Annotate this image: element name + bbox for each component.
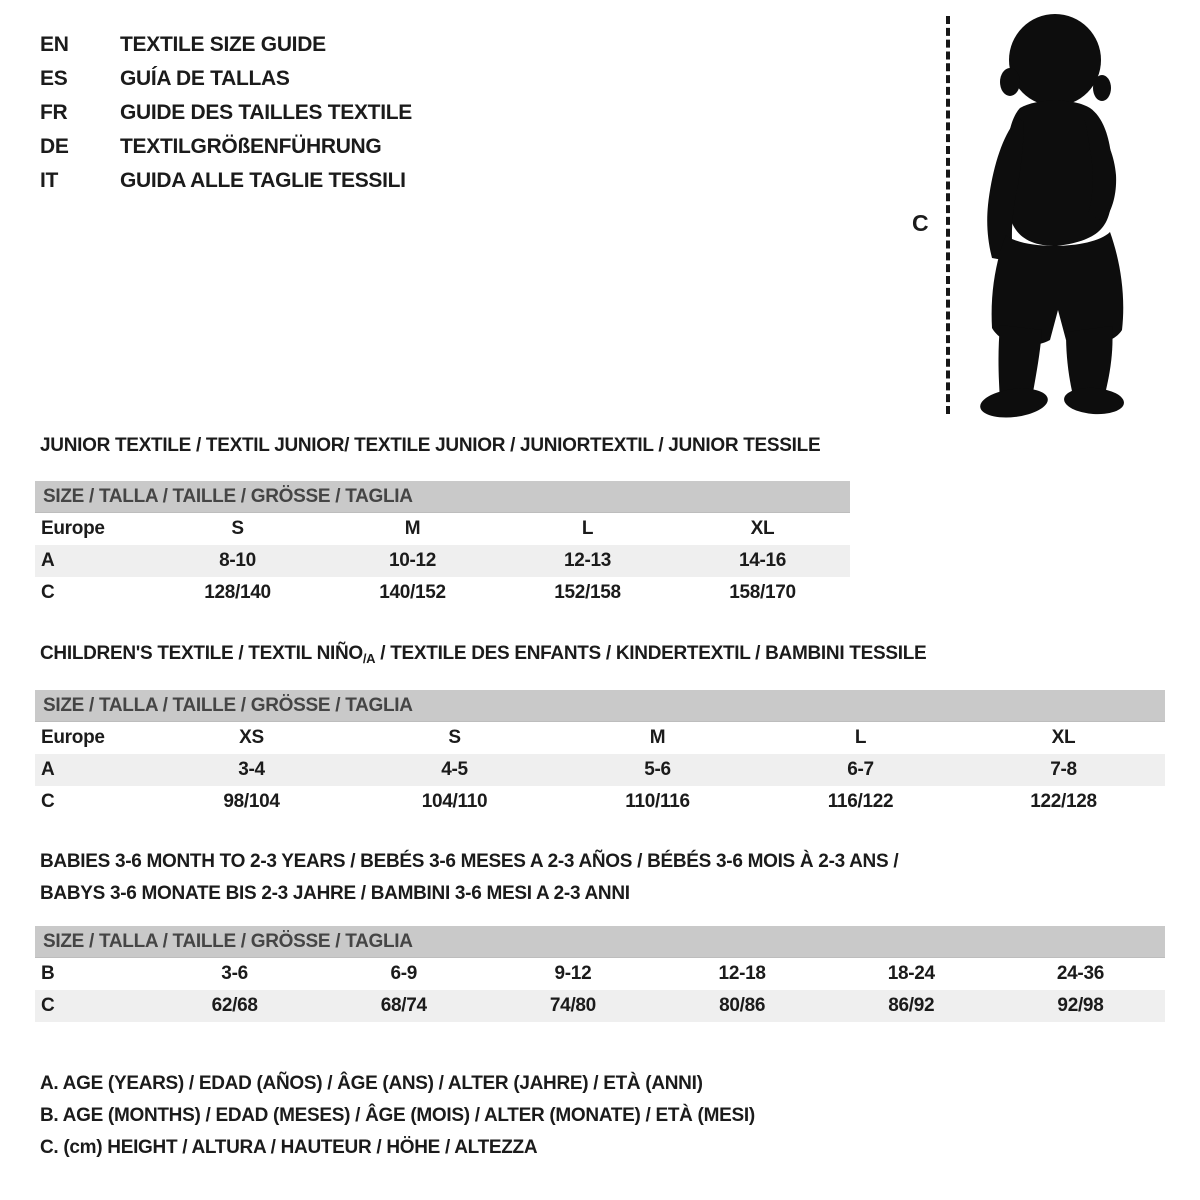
table-cell: 62/68 <box>211 995 258 1016</box>
table-cell: 152/158 <box>554 582 621 603</box>
language-code: FR <box>40 101 68 124</box>
language-code: ES <box>40 67 68 90</box>
row-label: Europe <box>41 727 105 748</box>
table-cell: M <box>404 518 421 539</box>
measure-legend <box>40 1068 755 1164</box>
babies-title-line2: BABYS 3-6 MONATE BIS 2-3 JAHRE / BAMBINI 3-6 MESI A 2-3 ANNI <box>40 883 630 904</box>
height-measure-dashed-line <box>946 16 950 414</box>
table-row <box>35 754 1165 786</box>
language-title: GUIDA ALLE TAGLIE TESSILI <box>120 169 406 192</box>
table-cell: 12-18 <box>718 963 766 984</box>
table-cell: 80/86 <box>719 995 766 1016</box>
table-row <box>35 958 1165 990</box>
table-cell: XL <box>1051 727 1076 748</box>
language-code: DE <box>40 135 69 158</box>
junior-size-table <box>35 481 850 609</box>
table-cell: 7-8 <box>1050 759 1077 780</box>
table-cell: 9-12 <box>554 963 592 984</box>
table-cell: 110/116 <box>625 791 690 812</box>
row-label: C <box>41 995 55 1016</box>
row-label: A <box>41 550 55 571</box>
legend-line: A. AGE (YEARS) / EDAD (AÑOS) / ÂGE (ANS) / ALTER (JAHRE) / ETÀ (ANNI) <box>40 1073 703 1094</box>
children-title-rest: / TEXTILE DES ENFANTS / KINDERTEXTIL / BAMBINI TESSILE <box>375 643 927 664</box>
table-cell: 158/170 <box>729 582 796 603</box>
table-cell: S <box>231 518 244 539</box>
row-label: Europe <box>41 518 105 539</box>
language-title: TEXTILE SIZE GUIDE <box>120 33 326 56</box>
table-cell: 116/122 <box>827 791 894 812</box>
children-title-sub: /A <box>362 651 376 666</box>
language-row <box>40 28 412 62</box>
junior-section-title: JUNIOR TEXTILE / TEXTIL JUNIOR/ TEXTILE JUNIOR / JUNIORTEXTIL / JUNIOR TESSILE <box>40 435 821 456</box>
table-cell: 6-9 <box>390 963 418 984</box>
language-title: GUIDE DES TAILLES TEXTILE <box>120 101 412 124</box>
children-size-table <box>35 690 1165 818</box>
table-cell: XL <box>750 518 775 539</box>
legend-line: C. (cm) HEIGHT / ALTURA / HAUTEUR / HÖHE / ALTEZZA <box>40 1137 538 1158</box>
language-code: EN <box>40 33 69 56</box>
table-cell: 86/92 <box>888 995 935 1016</box>
language-list <box>40 28 412 198</box>
toddler-silhouette-icon <box>960 10 1142 418</box>
table-cell: 68/74 <box>380 995 427 1016</box>
language-row <box>40 96 412 130</box>
row-label: A <box>41 759 55 780</box>
table-cell: L <box>581 518 594 539</box>
size-header-bar: SIZE / TALLA / TAILLE / GRÖSSE / TAGLIA <box>35 690 1165 722</box>
babies-title-line1: BABIES 3-6 MONTH TO 2-3 YEARS / BEBÉS 3-6 MESES A 2-3 AÑOS / BÉBÉS 3-6 MOIS À 2-3 ANS / <box>40 851 899 872</box>
table-cell: 10-12 <box>388 550 437 571</box>
table-cell: 4-5 <box>441 759 468 780</box>
table-cell: 98/104 <box>223 791 280 812</box>
size-header-bar: SIZE / TALLA / TAILLE / GRÖSSE / TAGLIA <box>35 481 850 513</box>
language-row <box>40 62 412 96</box>
legend-line: B. AGE (MONTHS) / EDAD (MESES) / ÂGE (MOIS) / ALTER (MONATE) / ETÀ (MESI) <box>40 1105 755 1126</box>
table-cell: 122/128 <box>1030 791 1097 812</box>
table-cell: 104/110 <box>421 791 488 812</box>
table-cell: 8-10 <box>219 550 256 571</box>
table-row <box>35 545 850 577</box>
language-row <box>40 130 412 164</box>
table-cell: 14-16 <box>738 550 787 571</box>
size-header-bar: SIZE / TALLA / TAILLE / GRÖSSE / TAGLIA <box>35 926 1165 958</box>
row-label: C <box>41 582 55 603</box>
table-cell: 12-13 <box>563 550 612 571</box>
table-row <box>35 577 850 609</box>
table-cell: 3-4 <box>238 759 265 780</box>
language-code: IT <box>40 169 59 192</box>
children-section-title <box>40 638 926 675</box>
language-row <box>40 164 412 198</box>
language-title: TEXTILGRÖßENFÜHRUNG <box>120 135 382 158</box>
table-cell: 5-6 <box>644 759 671 780</box>
table-row <box>35 722 1165 754</box>
table-row <box>35 786 1165 818</box>
table-cell: XS <box>239 727 264 748</box>
table-cell: 92/98 <box>1057 995 1104 1016</box>
table-cell: 74/80 <box>549 995 596 1016</box>
children-title-main: CHILDREN'S TEXTILE / TEXTIL NIÑO <box>40 643 363 664</box>
height-measure-label: C <box>912 210 929 236</box>
table-cell: 24-36 <box>1056 963 1104 984</box>
language-title: GUÍA DE TALLAS <box>120 67 290 90</box>
table-row <box>35 990 1165 1022</box>
table-cell: M <box>649 727 666 748</box>
row-label: B <box>41 963 55 984</box>
table-cell: 140/152 <box>379 582 446 603</box>
table-cell: 18-24 <box>887 963 935 984</box>
table-cell: 6-7 <box>847 759 874 780</box>
babies-section-title <box>40 846 898 910</box>
table-row <box>35 513 850 545</box>
table-cell: 128/140 <box>204 582 271 603</box>
babies-size-table <box>35 926 1165 1022</box>
row-label: C <box>41 791 55 812</box>
table-cell: 3-6 <box>221 963 248 984</box>
table-cell: L <box>854 727 867 748</box>
table-cell: S <box>448 727 461 748</box>
